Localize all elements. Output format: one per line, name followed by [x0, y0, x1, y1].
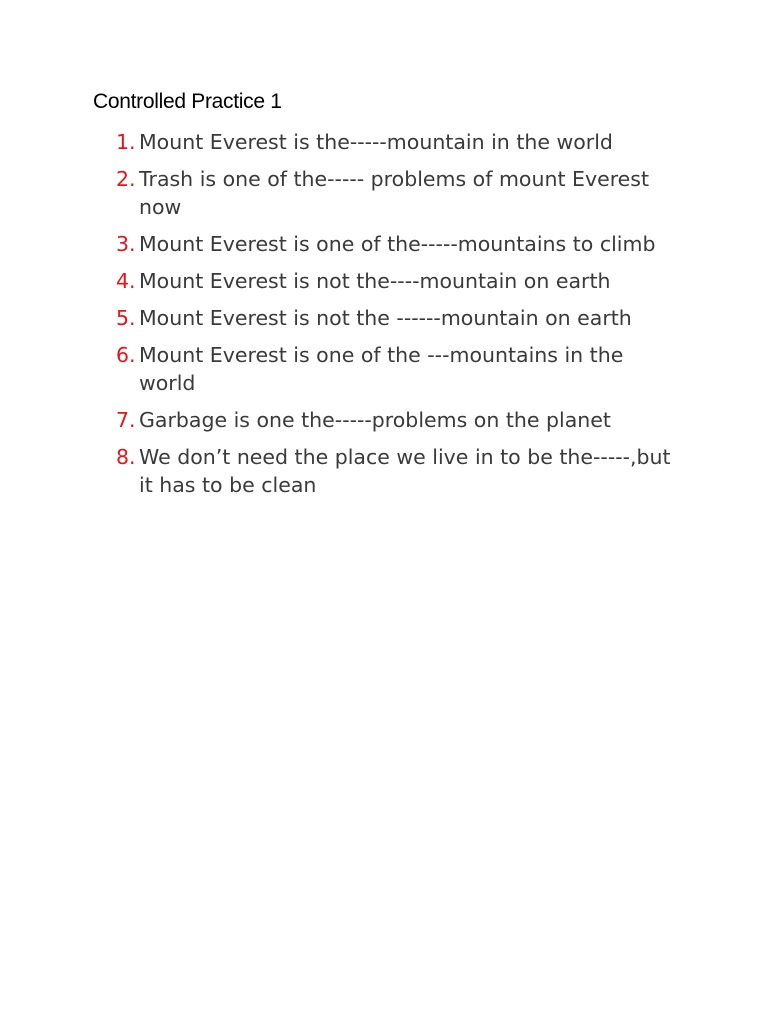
list-item — [116, 230, 716, 258]
list-item — [116, 267, 716, 295]
list-item-number: 5. — [116, 306, 136, 330]
list-item-number: 6. — [116, 343, 136, 367]
list-item-number: 1. — [116, 130, 136, 154]
list-item-text: Trash is one of the----- problems of mount Everest now — [139, 167, 650, 219]
list-item-text: We don’t need the place we live in to be the-----,but it has to be clean — [139, 445, 671, 497]
list-item-number: 7. — [116, 408, 136, 432]
list-item — [116, 128, 716, 156]
list-item-text: Mount Everest is the-----mountain in the world — [139, 130, 613, 154]
exercise-list — [116, 128, 716, 508]
list-item-number: 4. — [116, 269, 136, 293]
document-title: Controlled Practice 1 — [93, 90, 282, 113]
list-item-text: Mount Everest is not the ------mountain on earth — [139, 306, 632, 330]
list-item — [116, 341, 716, 397]
list-item-number: 2. — [116, 167, 136, 191]
list-item — [116, 406, 716, 434]
list-item-text: Mount Everest is one of the ---mountains in the world — [139, 343, 624, 395]
list-item — [116, 443, 716, 499]
list-item-text: Garbage is one the-----problems on the planet — [139, 408, 611, 432]
list-item — [116, 304, 716, 332]
list-item-number: 3. — [116, 232, 136, 256]
list-item-text: Mount Everest is one of the-----mountains to climb — [139, 232, 656, 256]
list-item-text: Mount Everest is not the----mountain on earth — [139, 269, 611, 293]
list-item-number: 8. — [116, 445, 136, 469]
list-item — [116, 165, 716, 221]
